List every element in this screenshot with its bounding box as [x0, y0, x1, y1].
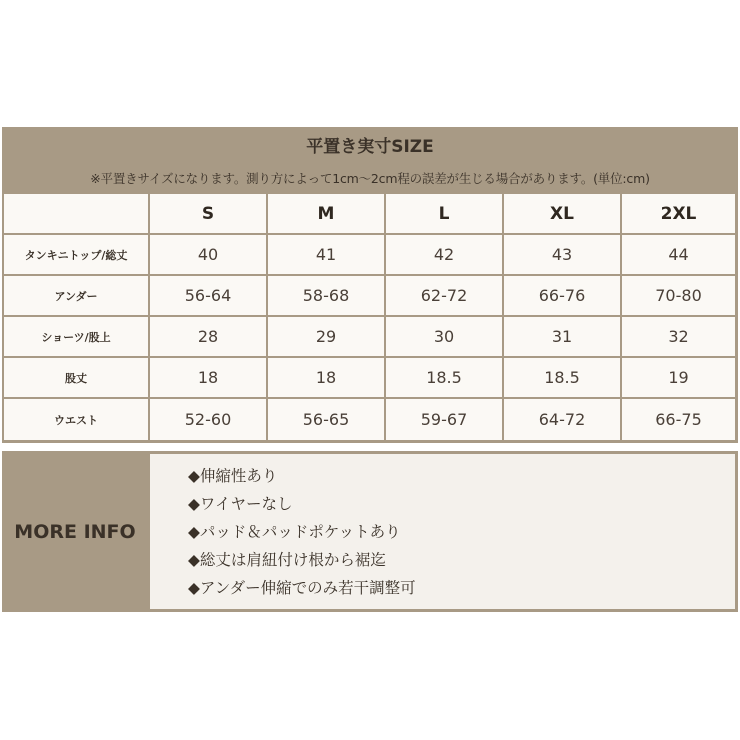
info-item-no-wire: ◆ワイヤーなし: [188, 495, 293, 513]
table-cell: 18: [268, 358, 384, 397]
table-cell: 58-68: [268, 276, 384, 315]
info-item-pad-pocket: ◆パッド＆パッドポケットあり: [188, 523, 401, 541]
table-cell: 41: [268, 235, 384, 274]
table-cell: 42: [386, 235, 502, 274]
info-item-stretch: ◆伸縮性あり: [188, 467, 278, 485]
table-cell: 66-76: [504, 276, 620, 315]
more-info-panel: [150, 454, 735, 609]
row-label-tankini-length: タンキニトップ/総丈: [4, 235, 148, 274]
size-header-2xl: 2XL: [622, 194, 735, 233]
table-cell: 64-72: [504, 399, 620, 440]
table-cell: 29: [268, 317, 384, 356]
size-table: [2, 127, 738, 443]
measurement-note: ※平置きサイズになります。測り方によって1cm〜2cm程の誤差が生じる場合があります。(単位:cm): [90, 171, 650, 186]
table-cell: 52-60: [150, 399, 266, 440]
size-header-xl: XL: [504, 194, 620, 233]
table-cell: 18.5: [386, 358, 502, 397]
table-cell: 18.5: [504, 358, 620, 397]
row-label-under: アンダー: [4, 276, 148, 315]
size-header-m: M: [268, 194, 384, 233]
row-label-shorts-rise: ショーツ/股上: [4, 317, 148, 356]
size-header-l: L: [386, 194, 502, 233]
table-cell: 56-65: [268, 399, 384, 440]
table-cell: 66-75: [622, 399, 735, 440]
table-cell: 43: [504, 235, 620, 274]
table-cell: 28: [150, 317, 266, 356]
table-cell: 19: [622, 358, 735, 397]
info-item-length-note: ◆総丈は肩紐付け根から裾迄: [188, 551, 386, 569]
table-cell: 30: [386, 317, 502, 356]
info-item-adjust-note: ◆アンダー伸縮でのみ若干調整可: [188, 579, 416, 597]
table-cell: 59-67: [386, 399, 502, 440]
table-cell: 18: [150, 358, 266, 397]
table-cell: 40: [150, 235, 266, 274]
table-cell: 62-72: [386, 276, 502, 315]
row-label-crotch-length: 股丈: [4, 358, 148, 397]
table-title: 平置き実寸SIZE: [306, 137, 434, 157]
more-info-block: [2, 451, 738, 612]
header-corner-cell: [4, 194, 148, 233]
size-header-s: S: [150, 194, 266, 233]
table-cell: 56-64: [150, 276, 266, 315]
table-cell: 31: [504, 317, 620, 356]
table-cell: 44: [622, 235, 735, 274]
table-cell: 70-80: [622, 276, 735, 315]
more-info-title: MORE INFO: [14, 520, 136, 543]
row-label-waist: ウエスト: [4, 399, 148, 440]
table-cell: 32: [622, 317, 735, 356]
